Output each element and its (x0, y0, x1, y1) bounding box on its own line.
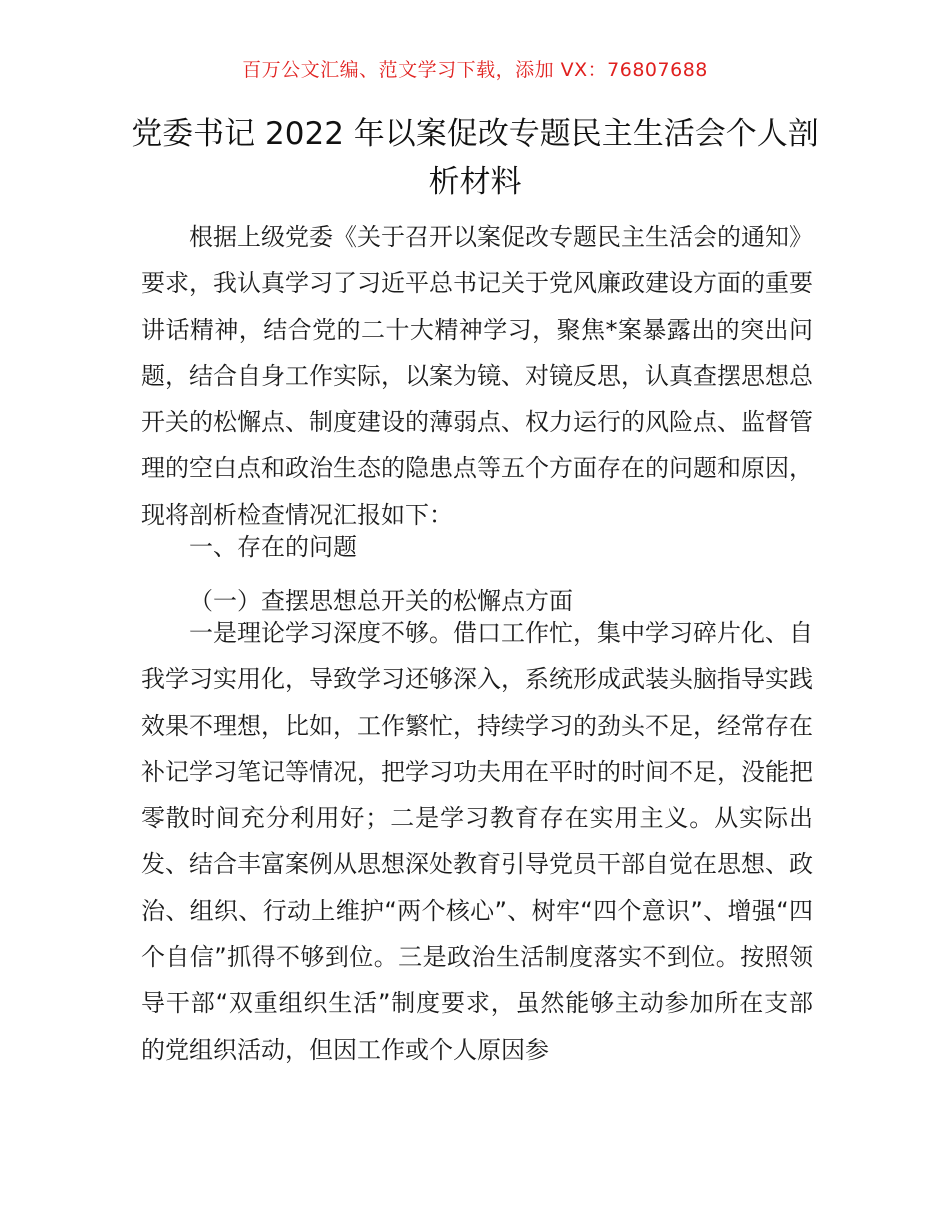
section-heading-block (141, 524, 813, 570)
body-paragraph: 一是理论学习深度不够。借口工作忙，集中学习碎片化、自我学习实用化，导致学习还够深入，系统形成武装头脑指导实践效果不理想，比如，工作繁忙，持续学习的劲头不足，经常存在补记学习笔记等情况，把学习功夫用在平时的时间不足，没能把零散时间充分利用好；二是学习教育存在实用主义。从实际出发、结合丰富案例从思想深处教育引导党员干部自觉在思想、政治、组织、行动上维护“两个核心”、树牢“四个意识”、增强“四个自信”抓得不够到位。三是政治生活制度落实不到位。按照领导干部“双重组织生活”制度要求，虽然能够主动参加所在支部的党组织活动，但因工作或个人原因参 (141, 619, 813, 1064)
header-banner: 百万公文汇编、范文学习下载，添加 VX：76807688 (242, 59, 708, 81)
section-heading: 一、存在的问题 (189, 533, 357, 561)
body-paragraph-block (141, 610, 813, 1073)
subsection-heading: （一）查摆思想总开关的松懈点方面 (189, 587, 573, 615)
document-title: 党委书记 2022 年以案促改专题民主生活会个人剖析材料 (131, 116, 819, 200)
intro-paragraph: 根据上级党委《关于召开以案促改专题民主生活会的通知》要求，我认真学习了习近平总书记关于党风廉政建设方面的重要讲话精神，结合党的二十大精神学习，聚焦*案暴露出的突出问题，结合自身工作实际，以案为镜、对镜反思，认真查摆思想总开关的松懈点、制度建设的薄弱点、权力运行的风险点、监督管理的空白点和政治生态的隐患点等五个方面存在的问题和原因，现将剖析检查情况汇报如下： (141, 223, 813, 529)
intro-block (141, 214, 813, 538)
